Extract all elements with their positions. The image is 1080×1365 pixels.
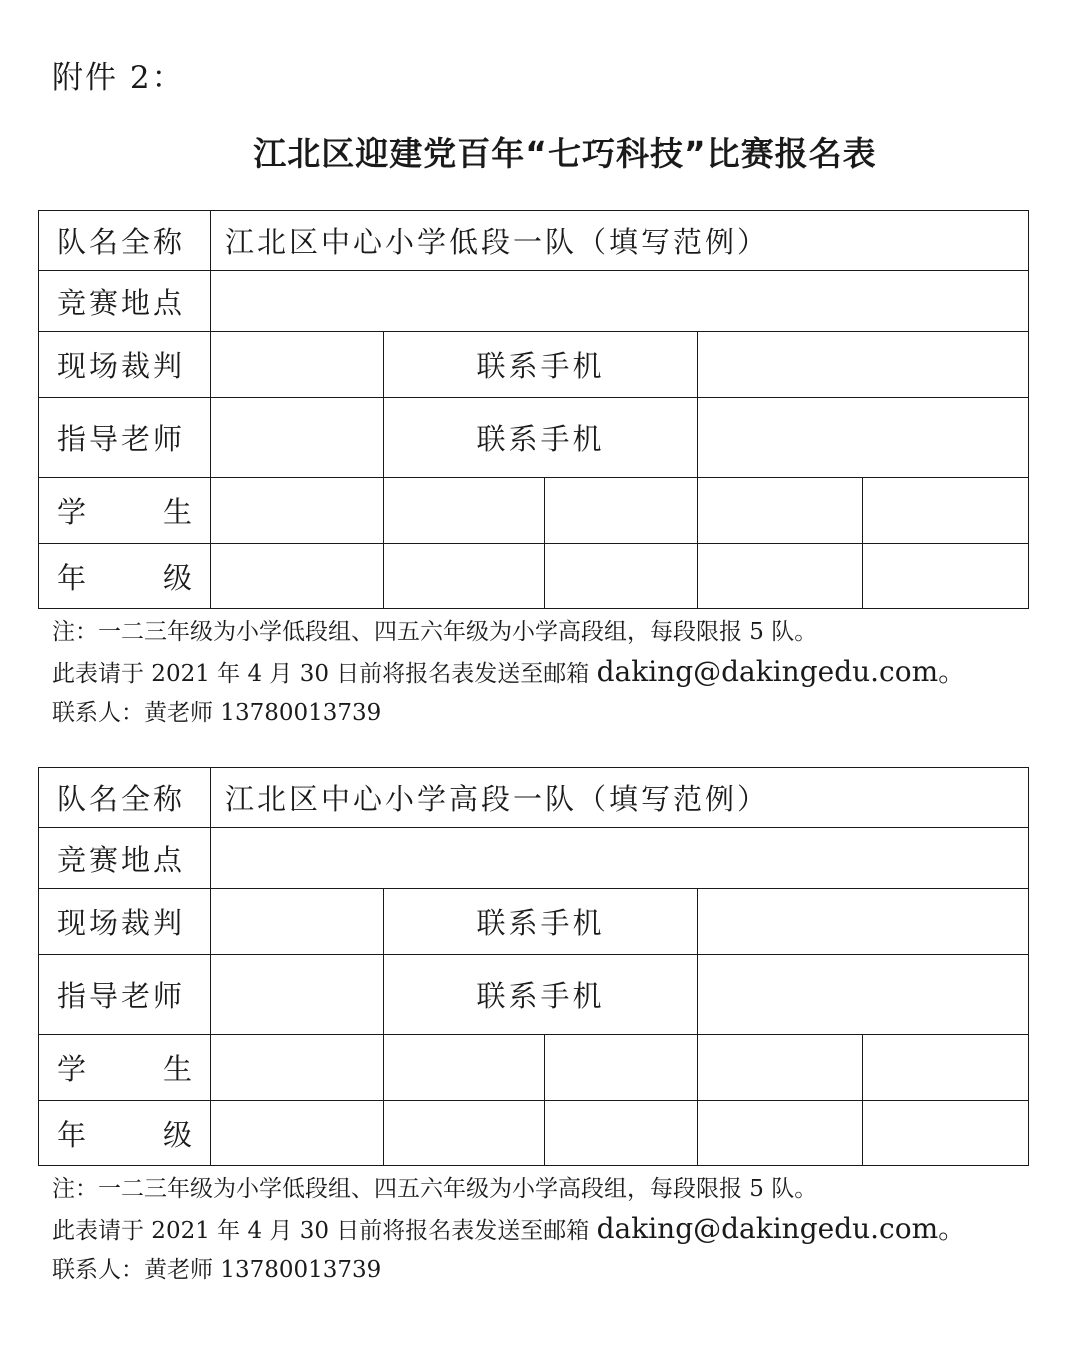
attachment-label: 附件 2： xyxy=(52,60,185,96)
grade-field-4[interactable] xyxy=(698,1101,863,1166)
venue-label: 竞赛地点 xyxy=(39,828,211,889)
student-field-5[interactable] xyxy=(863,1035,1029,1101)
teacher-phone-label: 联系手机 xyxy=(384,955,698,1035)
contact-line: 联系人：黄老师 13780013739 xyxy=(52,1257,382,1283)
student-field-2[interactable] xyxy=(384,1035,545,1101)
student-label: 学 生 xyxy=(39,1035,211,1101)
referee-phone-label: 联系手机 xyxy=(384,889,698,955)
registration-form-2 xyxy=(38,767,1029,1166)
student-field-3[interactable] xyxy=(545,478,698,544)
email-address[interactable]: daking@dakingedu.com xyxy=(596,655,939,688)
referee-phone-field[interactable] xyxy=(698,889,1029,955)
teacher-phone-field[interactable] xyxy=(698,398,1029,478)
student-field-1[interactable] xyxy=(211,1035,384,1101)
email-address[interactable]: daking@dakingedu.com xyxy=(596,1212,939,1245)
venue-label: 竞赛地点 xyxy=(39,271,211,332)
grade-field-3[interactable] xyxy=(545,1101,698,1166)
team-name-label: 队名全称 xyxy=(39,768,211,828)
student-field-4[interactable] xyxy=(698,478,863,544)
grade-field-1[interactable] xyxy=(211,544,384,609)
grade-label: 年 级 xyxy=(39,544,211,609)
deadline-line: 此表请于 2021 年 4 月 30 日前将报名表发送至邮箱 daking@dakingedu.com。 xyxy=(52,655,967,688)
referee-label: 现场裁判 xyxy=(39,889,211,955)
team-name-label: 队名全称 xyxy=(39,211,211,271)
grade-field-2[interactable] xyxy=(384,1101,545,1166)
note-line: 注：一二三年级为小学低段组、四五六年级为小学高段组，每段限报 5 队。 xyxy=(52,619,818,645)
student-field-1[interactable] xyxy=(211,478,384,544)
referee-label: 现场裁判 xyxy=(39,332,211,398)
form-2-notes xyxy=(52,1170,966,1290)
referee-field[interactable] xyxy=(211,889,384,955)
team-name-field[interactable]: 江北区中心小学低段一队（填写范例） xyxy=(211,211,1029,271)
teacher-label: 指导老师 xyxy=(39,398,211,478)
grade-field-4[interactable] xyxy=(698,544,863,609)
teacher-label: 指导老师 xyxy=(39,955,211,1035)
grade-field-5[interactable] xyxy=(863,1101,1029,1166)
registration-form-1 xyxy=(38,210,1029,609)
referee-field[interactable] xyxy=(211,332,384,398)
teacher-phone-label: 联系手机 xyxy=(384,398,698,478)
grade-field-3[interactable] xyxy=(545,544,698,609)
student-field-5[interactable] xyxy=(863,478,1029,544)
teacher-field[interactable] xyxy=(211,955,384,1035)
referee-phone-field[interactable] xyxy=(698,332,1029,398)
contact-line: 联系人：黄老师 13780013739 xyxy=(52,700,382,726)
page-title: 江北区迎建党百年“七巧科技”比赛报名表 xyxy=(253,134,877,173)
venue-field[interactable] xyxy=(211,271,1029,332)
note-line: 注：一二三年级为小学低段组、四五六年级为小学高段组，每段限报 5 队。 xyxy=(52,1176,818,1202)
grade-label: 年 级 xyxy=(39,1101,211,1166)
teacher-phone-field[interactable] xyxy=(698,955,1029,1035)
student-field-4[interactable] xyxy=(698,1035,863,1101)
referee-phone-label: 联系手机 xyxy=(384,332,698,398)
student-field-3[interactable] xyxy=(545,1035,698,1101)
deadline-line: 此表请于 2021 年 4 月 30 日前将报名表发送至邮箱 daking@dakingedu.com。 xyxy=(52,1212,967,1245)
student-label: 学 生 xyxy=(39,478,211,544)
form-1-notes xyxy=(52,613,966,733)
team-name-field[interactable]: 江北区中心小学高段一队（填写范例） xyxy=(211,768,1029,828)
grade-field-2[interactable] xyxy=(384,544,545,609)
venue-field[interactable] xyxy=(211,828,1029,889)
grade-field-5[interactable] xyxy=(863,544,1029,609)
student-field-2[interactable] xyxy=(384,478,545,544)
grade-field-1[interactable] xyxy=(211,1101,384,1166)
teacher-field[interactable] xyxy=(211,398,384,478)
